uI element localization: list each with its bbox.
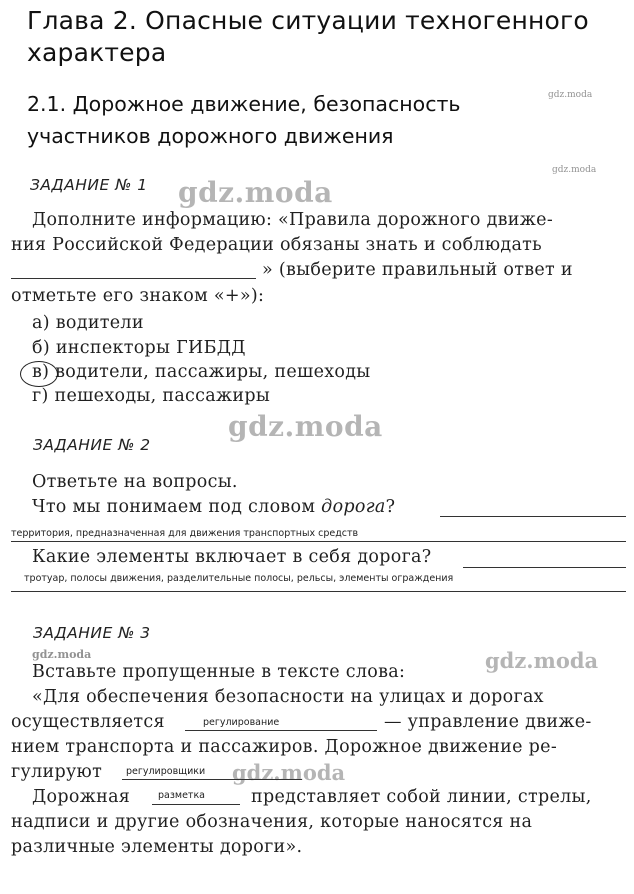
task3-line4-pre: гулируют: [11, 762, 103, 782]
task3-line3: нием транспорта и пассажиров. Дорожное движение ре-: [11, 737, 558, 757]
task3-blank1-line: [185, 730, 377, 731]
task2-answer2[interactable]: тротуар, полосы движения, разделительные полосы, рельсы, элементы ограждения: [24, 573, 454, 584]
watermark: gdz.moda: [228, 410, 383, 443]
task3-line2-pre: осуществляется: [11, 712, 165, 732]
task1-option-d[interactable]: г) пешеходы, пассажиры: [32, 386, 271, 406]
task2-intro: Ответьте на вопросы.: [32, 472, 238, 492]
task3-line2-post: — управление движе-: [384, 712, 592, 732]
task1-line2: ния Российской Федерации обязаны знать и соблюдать: [11, 235, 542, 255]
task3-title: ЗАДАНИЕ № 3: [33, 624, 151, 642]
task2-question1: Что мы понимаем под словом дорога?: [32, 497, 396, 517]
task3-line5-post: представляет собой линии, стрелы,: [251, 787, 592, 807]
task2-title: ЗАДАНИЕ № 2: [33, 436, 151, 454]
task1-title: ЗАДАНИЕ № 1: [30, 176, 148, 194]
watermark: gdz.moda: [178, 176, 333, 209]
section-title-line1: 2.1. Дорожное движение, безопасность: [27, 92, 461, 116]
task2-answer1-line-a: [440, 516, 626, 517]
task2-answer1-line-b: [11, 541, 626, 542]
chapter-title-line1: Глава 2. Опасные ситуации техногенного: [27, 6, 589, 35]
task3-blank2-line: [122, 779, 302, 780]
task3-intro: Вставьте пропущенные в тексте слова:: [32, 662, 406, 682]
task1-option-a[interactable]: а) водители: [32, 313, 144, 333]
task1-option-b[interactable]: б) инспекторы ГИБДД: [32, 338, 246, 358]
watermark: gdz.moda: [548, 90, 593, 100]
section-title-line2: участников дорожного движения: [27, 124, 394, 148]
task2-answer1[interactable]: территория, предназначенная для движения транспортных средств: [11, 528, 359, 539]
task3-blank3-answer[interactable]: разметка: [158, 790, 206, 801]
task3-line5-pre: Дорожная: [32, 787, 131, 807]
chapter-title-line2: характера: [27, 38, 167, 67]
task3-blank1-answer[interactable]: регулирование: [203, 717, 280, 728]
watermark: gdz.moda: [552, 165, 597, 175]
watermark: gdz.moda: [485, 648, 599, 673]
task1-line3: » (выберите правильный ответ и: [262, 260, 573, 280]
task3-line1: «Для обеспечения безопасности на улицах и дорогах: [32, 687, 544, 707]
task2-answer2-line-a: [463, 567, 626, 568]
task3-blank2-answer[interactable]: регулировщики: [126, 766, 206, 777]
task2-question2: Какие элементы включает в себя дорога?: [32, 547, 432, 567]
watermark: gdz.moda: [232, 760, 346, 785]
watermark: gdz.moda: [32, 648, 92, 661]
task3-blank3-line: [152, 804, 240, 805]
task1-line1: Дополните информацию: «Правила дорожного движе-: [32, 210, 554, 230]
task2-answer2-line-b: [11, 591, 626, 592]
task1-line4: отметьте его знаком «+»):: [11, 286, 265, 306]
task1-answer-blank[interactable]: [11, 278, 256, 279]
task3-line7: различные элементы дороги».: [11, 837, 303, 857]
task1-option-c[interactable]: в) водители, пассажиры, пешеходы: [32, 362, 371, 382]
task3-line6: надписи и другие обозначения, которые наносятся на: [11, 812, 533, 832]
